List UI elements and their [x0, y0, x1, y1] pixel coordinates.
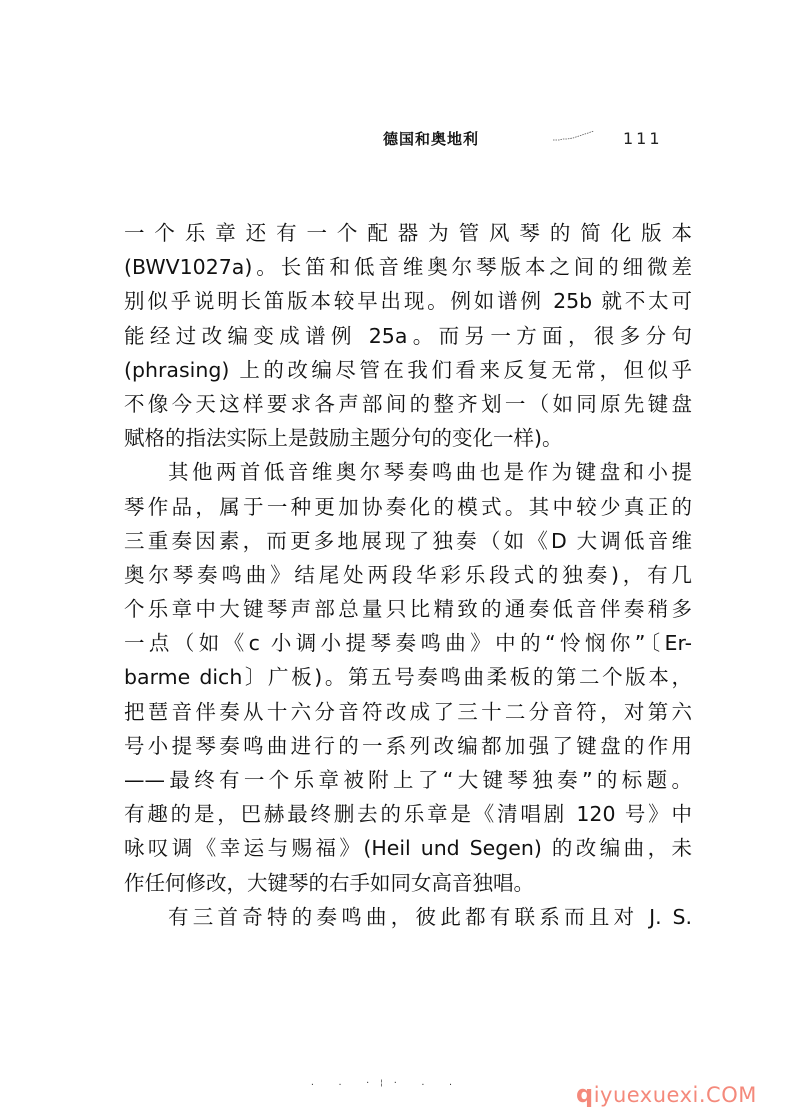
body-text [124, 216, 692, 934]
page-number: 111 [623, 129, 663, 148]
text-line: 一点（如《c 小调小提琴奏鸣曲》中的“怜悯你”〔Er- [124, 631, 692, 656]
text-line: 作任何修改，大键琴的右手如同女高音独唱。 [124, 870, 534, 895]
text-line: (phrasing) 上的改编尽管在我们看来反复无常，但似乎 [124, 357, 692, 382]
text-line: 能经过改编变成谱例 25a。而另一方面，很多分句 [124, 323, 692, 348]
watermark [576, 1080, 757, 1108]
text-line: 把琶音伴奏从十六分音符改成了三十二分音符，对第六 [124, 699, 692, 724]
paragraph-2 [124, 455, 692, 899]
text-line: 咏叹调《幸运与赐福》(Heil und Segen) 的改编曲，未 [124, 836, 692, 861]
watermark-text: iyuexuexi.COM [593, 1083, 757, 1107]
scan-artifact-marks: . . ·¦· . . [310, 1078, 462, 1087]
text-line: 奥尔琴奏鸣曲》结尾处两段华彩乐段式的独奏)，有几 [124, 562, 692, 587]
running-head [383, 128, 663, 156]
text-line: ——最终有一个乐章被附上了“大键琴独奏”的标题。 [124, 768, 692, 792]
chapter-title: 德国和奥地利 [383, 130, 480, 148]
text-line: 有趣的是，巴赫最终删去的乐章是《清唱剧 120 号》中 [124, 802, 692, 827]
text-line: 不像今天这样要求各声部间的整齐划一（如同原先键盘 [124, 391, 692, 416]
text-line: barme dich〕广板)。第五号奏鸣曲柔板的第二个版本， [124, 665, 692, 690]
paragraph-1 [124, 216, 692, 455]
watermark-q: q [576, 1080, 594, 1108]
text-line: 个乐章中大键琴声部总量只比精致的通奏低音伴奏稍多 [124, 597, 692, 622]
decorative-squiggle-icon [551, 130, 596, 142]
paragraph-3 [124, 900, 692, 934]
text-line: 一个乐章还有一个配器为管风琴的简化版本 [124, 221, 692, 245]
text-line: 有三首奇特的奏鸣曲，彼此都有联系而且对 J. S. [168, 904, 692, 929]
text-line: 别似乎说明长笛版本较早出现。例如谱例 25b 就不太可 [124, 289, 692, 314]
text-line: 其他两首低音维奥尔琴奏鸣曲也是作为键盘和小提 [168, 460, 692, 485]
text-line: (BWV1027a)。长笛和低音维奥尔琴版本之间的细微差 [124, 255, 692, 280]
text-line: 三重奏因素，而更多地展现了独奏（如《D 大调低音维 [124, 528, 692, 553]
text-line: 赋格的指法实际上是鼓励主题分句的变化一样)。 [124, 426, 563, 451]
text-line: 号小提琴奏鸣曲进行的一系列改编都加强了键盘的作用 [124, 733, 692, 758]
text-line: 琴作品，属于一种更加协奏化的模式。其中较少真正的 [124, 494, 692, 519]
